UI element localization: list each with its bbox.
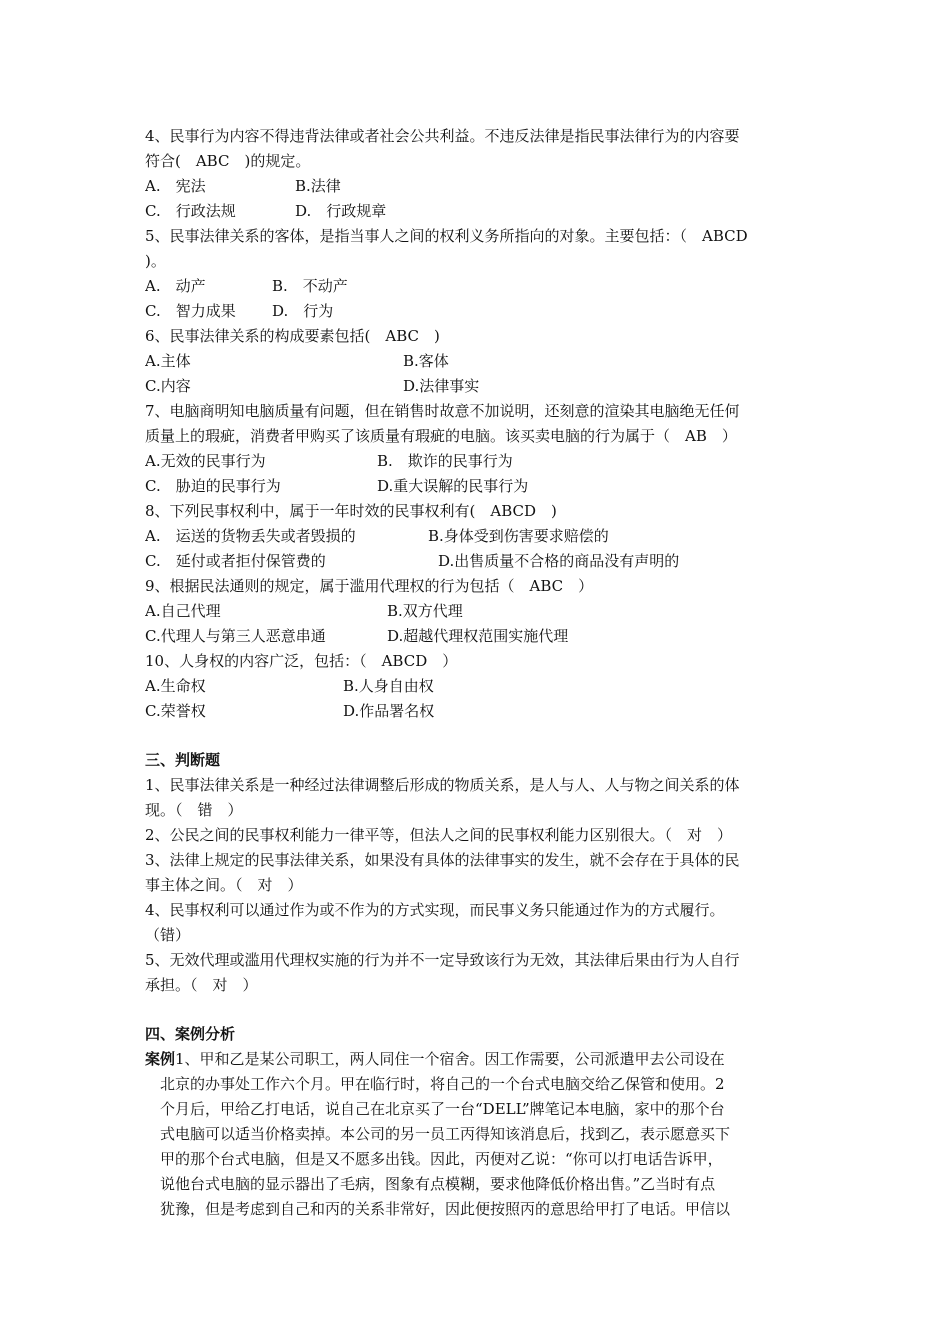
case-line: 北京的办事处工作六个月。甲在临行时，将自己的一个台式电脑交给乙保管和使用。2	[160, 1075, 725, 1093]
option-row	[145, 674, 810, 699]
option-item: A. 动产	[145, 277, 206, 295]
option-item: A.自己代理	[145, 602, 221, 620]
option-item: D.作品署名权	[343, 702, 435, 720]
option-row	[145, 174, 810, 199]
option-item: B. 不动产	[272, 277, 348, 295]
judge-section-title: 三、判断题	[145, 751, 221, 769]
option-item: D.超越代理权范围实施代理	[387, 627, 569, 645]
option-row	[145, 274, 810, 299]
option-row	[145, 524, 810, 549]
judge-line: 承担。（ 对 ）	[145, 976, 258, 994]
option-item: A.主体	[145, 352, 191, 370]
option-item: C. 智力成果	[145, 302, 236, 320]
option-row	[145, 599, 810, 624]
option-row	[145, 449, 810, 474]
case-body	[145, 1072, 810, 1222]
option-item: D. 行政规章	[295, 202, 387, 220]
case-line: 式电脑可以适当价格卖掉。本公司的另一员工丙得知该消息后，找到乙，表示愿意买下	[160, 1125, 731, 1143]
question-line: 10、人身权的内容广泛，包括：（ ABCD ）	[145, 652, 458, 670]
option-item: C.荣誉权	[145, 702, 206, 720]
option-item: A.无效的民事行为	[145, 452, 266, 470]
option-item: B.客体	[403, 352, 449, 370]
option-item: D.重大误解的民事行为	[377, 477, 529, 495]
judge-line: 现。（ 错 ）	[145, 801, 243, 819]
option-item: C. 胁迫的民事行为	[145, 477, 281, 495]
judge-line: 3、法律上规定的民事法律关系，如果没有具体的法律事实的发生，就不会存在于具体的民	[145, 851, 740, 869]
case-first-text: 1、甲和乙是某公司职工，两人同住一个宿舍。因工作需要，公司派遣甲去公司设在	[175, 1050, 725, 1068]
option-row	[145, 624, 810, 649]
option-item: D.法律事实	[403, 377, 480, 395]
question-line: 符合( ABC )的规定。	[145, 152, 311, 170]
case-line: 甲的那个台式电脑，但是又不愿多出钱。因此，丙便对乙说：“你可以打电话告诉甲，	[160, 1150, 723, 1168]
option-item: A.生命权	[145, 677, 206, 695]
question-line: 8、下列民事权利中，属于一年时效的民事权利有( ABCD )	[145, 502, 557, 520]
judge-line: 事主体之间。（ 对 ）	[145, 876, 303, 894]
question-line: )。	[145, 252, 166, 270]
judge-line: 5、无效代理或滥用代理权实施的行为并不一定导致该行为无效，其法律后果由行为人自行	[145, 951, 740, 969]
question-line: 7、电脑商明知电脑质量有问题，但在销售时故意不加说明，还刻意的渲染其电脑绝无任何	[145, 402, 740, 420]
option-item: C. 延付或者拒付保管费的	[145, 552, 326, 570]
option-item: B. 欺诈的民事行为	[377, 452, 513, 470]
judge-line: 1、民事法律关系是一种经过法律调整后形成的物质关系，是人与人、人与物之间关系的体	[145, 776, 740, 794]
question-line: 6、民事法律关系的构成要素包括( ABC )	[145, 327, 440, 345]
option-row	[145, 349, 810, 374]
option-item: A. 运送的货物丢失或者毁损的	[145, 527, 356, 545]
case-line: 犹豫，但是考虑到自己和丙的关系非常好，因此便按照丙的意思给甲打了电话。甲信以	[160, 1200, 731, 1218]
option-item: B.法律	[295, 177, 341, 195]
option-item: A. 宪法	[145, 177, 206, 195]
case-line: 说他台式电脑的显示器出了毛病，图象有点模糊，要求他降低价格出售。”乙当时有点	[160, 1175, 716, 1193]
option-item: C.代理人与第三人恶意串通	[145, 627, 326, 645]
option-row	[145, 199, 810, 224]
case-label: 案例	[145, 1050, 176, 1068]
document-page	[145, 124, 810, 1222]
case-line: 个月后，甲给乙打电话，说自己在北京买了一台“DELL”牌笔记本电脑，家中的那个台	[160, 1100, 725, 1118]
case-first-line	[145, 1047, 810, 1072]
question-line: 4、民事行为内容不得违背法律或者社会公共利益。不违反法律是指民事法律行为的内容要	[145, 127, 740, 145]
judge-line: 4、民事权利可以通过作为或不作为的方式实现，而民事义务只能通过作为的方式履行。	[145, 901, 725, 919]
question-line: 5、民事法律关系的客体，是指当事人之间的权利义务所指向的对象。主要包括：（ ABCD	[145, 227, 748, 245]
option-row	[145, 699, 810, 724]
option-item: C. 行政法规	[145, 202, 236, 220]
judge-line: （错）	[145, 926, 191, 944]
option-item: D.出售质量不合格的商品没有声明的	[438, 552, 680, 570]
question-line: 质量上的瑕疵，消费者甲购买了该质量有瑕疵的电脑。该买卖电脑的行为属于（ AB ）	[145, 427, 737, 445]
judge-line: 2、公民之间的民事权利能力一律平等，但法人之间的民事权利能力区别很大。（ 对 ）	[145, 826, 733, 844]
option-item: D. 行为	[272, 302, 334, 320]
option-row	[145, 299, 810, 324]
option-item: B.身体受到伤害要求赔偿的	[428, 527, 609, 545]
case-section-title: 四、案例分析	[145, 1025, 236, 1043]
option-row	[145, 474, 810, 499]
judge-section	[145, 773, 810, 998]
option-row	[145, 374, 810, 399]
question-line: 9、根据民法通则的规定，属于滥用代理权的行为包括（ ABC ）	[145, 577, 594, 595]
option-row	[145, 549, 810, 574]
multiple-choice-section	[145, 124, 810, 724]
option-item: B.双方代理	[387, 602, 463, 620]
option-item: B.人身自由权	[343, 677, 434, 695]
option-item: C.内容	[145, 377, 191, 395]
